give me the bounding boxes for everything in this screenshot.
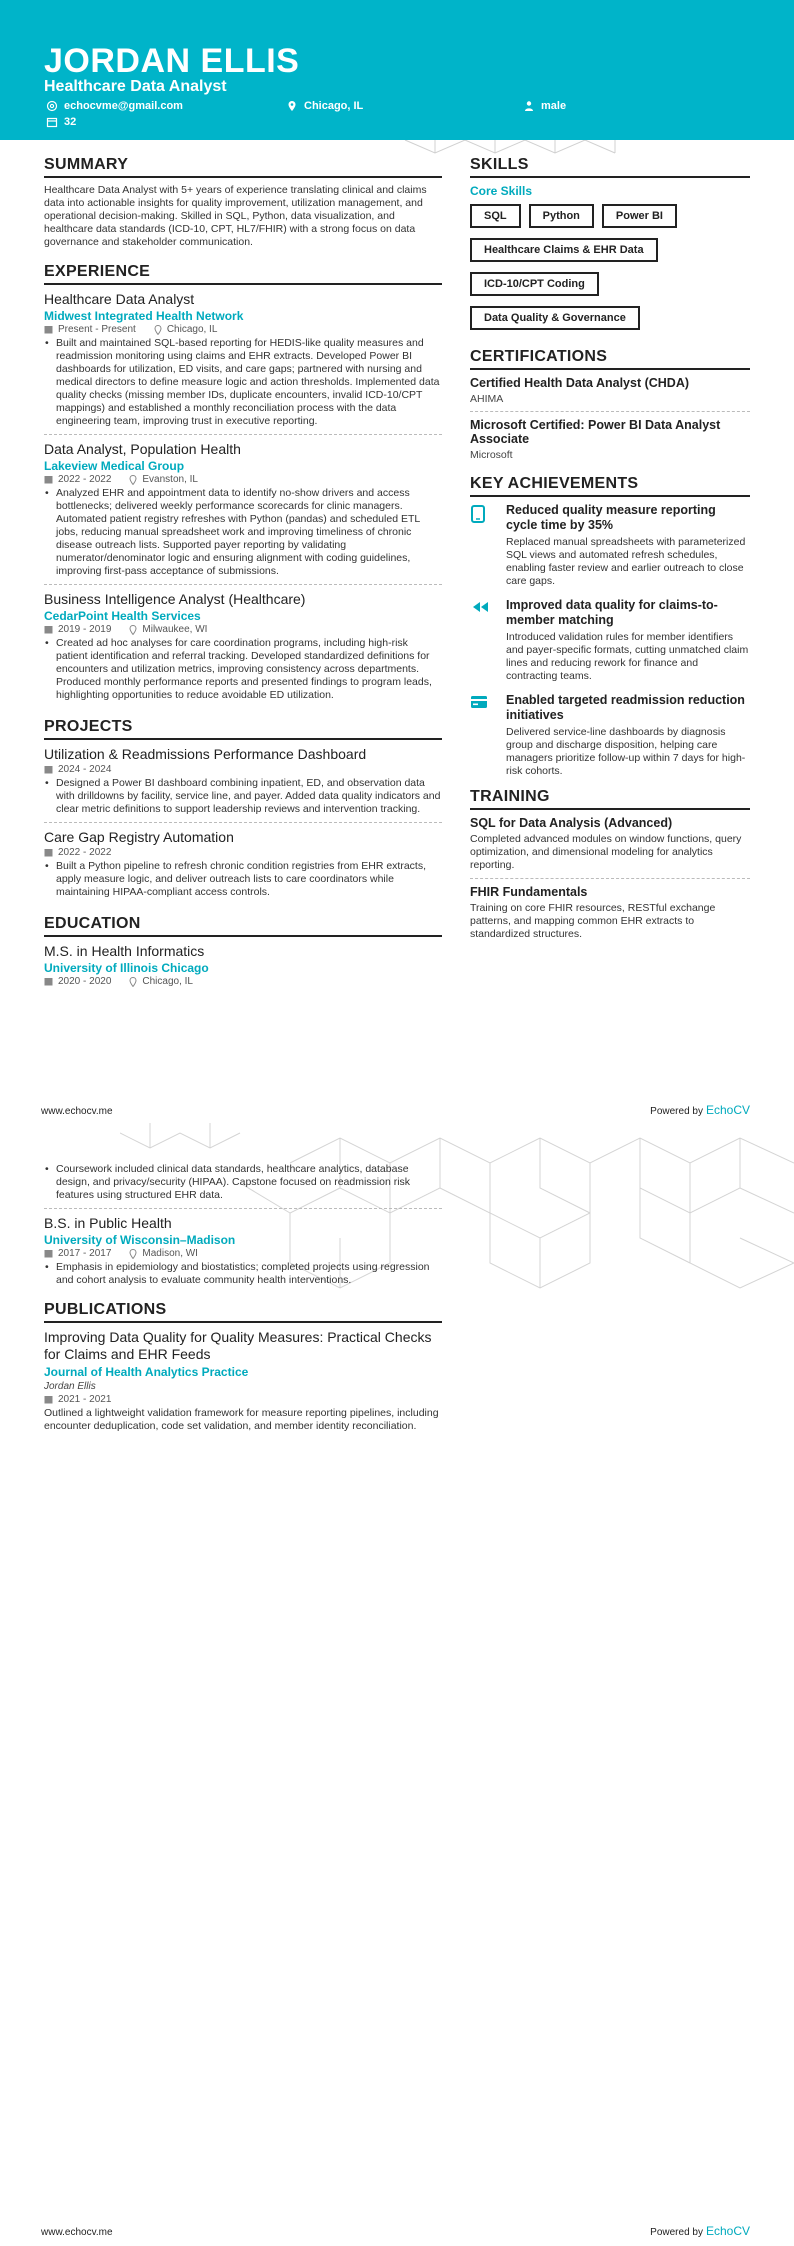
school-name: University of Illinois Chicago: [44, 961, 209, 975]
experience-entry: [44, 291, 442, 435]
project-name: Care Gap Registry Automation: [44, 829, 234, 845]
achievement-entry: [470, 503, 750, 588]
employer-name: Midwest Integrated Health Network: [44, 309, 244, 323]
calendar-icon: [44, 1395, 53, 1404]
date-range: 2017 - 2017: [58, 1248, 112, 1259]
publications-heading: PUBLICATIONS: [44, 1301, 442, 1323]
entry-bullet: • Created ad hoc analyses for care coordination programs, including high-risk patient identification and referral tracking. Developed standardized definitions for encounters and utilization metrics, improving consistency across departments. Produced monthly performance reports and presented findings to program leads, highlighting opportunities to reduce avoidable ED utilization.: [44, 637, 442, 702]
training-name: FHIR Fundamentals: [470, 885, 588, 899]
degree-name: B.S. in Public Health: [44, 1215, 172, 1231]
left-column: [44, 156, 442, 989]
date-range: 2024 - 2024: [58, 764, 112, 775]
experience-heading: EXPERIENCE: [44, 263, 442, 285]
skill-chip: SQL: [470, 204, 521, 228]
skills-subheading: Core Skills: [470, 184, 533, 198]
entry-meta: [44, 324, 442, 335]
at-icon: [46, 100, 58, 112]
employer-name: CedarPoint Health Services: [44, 609, 201, 623]
entry-bullet: • Coursework included clinical data standards, healthcare analytics, database design, and privacy/security (HIPAA). Capstone focused on readmission risk features using structured EHR data.: [44, 1163, 442, 1202]
achievement-title: Improved data quality for claims-to-member matching: [506, 598, 718, 627]
training-entry: [470, 816, 750, 879]
entry-bullet: • Built a Python pipeline to refresh chronic condition registries from EHR extracts, apply measure logic, and deliver outreach lists to care coordinators while maintaining HIPAA-compliant access controls.: [44, 860, 442, 899]
achievements-heading: KEY ACHIEVEMENTS: [470, 475, 750, 497]
education-entry: [44, 1215, 442, 1293]
footer-website[interactable]: www.echocv.me: [41, 1106, 113, 1117]
calendar-icon: [44, 325, 53, 334]
date-range: 2022 - 2022: [58, 474, 112, 485]
employer-name: Lakeview Medical Group: [44, 459, 185, 473]
achievement-entry: [470, 693, 750, 778]
projects-section: [44, 718, 442, 905]
skill-chip: Power BI: [602, 204, 677, 228]
entry-location: Chicago, IL: [166, 324, 218, 335]
candidate-title: Healthcare Data Analyst: [44, 78, 227, 95]
calendar-icon: [44, 977, 53, 986]
powered-by-text: Powered by: [650, 1106, 703, 1117]
brand-logo: EchoCV: [705, 1103, 750, 1117]
tablet-icon: [470, 505, 486, 523]
entry-meta: [44, 764, 442, 775]
experience-entry: [44, 441, 442, 585]
skills-section: [470, 156, 750, 340]
skill-chip: Python: [529, 204, 594, 228]
map-pin-icon: [154, 325, 162, 335]
map-pin-icon: [129, 475, 137, 485]
projects-heading: PROJECTS: [44, 718, 442, 740]
achievement-entry: [470, 598, 750, 683]
contact-age: [46, 116, 76, 128]
job-title: Business Intelligence Analyst (Healthcare): [44, 591, 306, 607]
map-pin-icon: [129, 625, 137, 635]
certification-name: Microsoft Certified: Power BI Data Analyst Associate: [470, 418, 721, 446]
achievement-description: Delivered service-line dashboards by diagnosis group and discharge disposition, helping care managers prioritize follow-up within 7 days for high-risk cohorts.: [506, 726, 746, 777]
entry-meta: [44, 624, 442, 635]
email-text: echocvme@gmail.com: [64, 100, 183, 112]
entry-meta: [44, 1394, 442, 1405]
footer-website[interactable]: www.echocv.me: [41, 2227, 113, 2238]
entry-location: Madison, WI: [142, 1248, 198, 1259]
calendar-icon: [44, 625, 53, 634]
map-pin-icon: [129, 1249, 137, 1259]
summary-text: Healthcare Data Analyst with 5+ years of experience translating clinical and claims data into actionable insights for quality improvement, utilization management, and operational decision-making. Skilled in SQL, Python, data visualization, and healthcare data standards (ICD-10, CPT, HL7/FHIR) with a strong focus on data governance and stakeholder communication.: [44, 184, 427, 248]
skill-chip: ICD-10/CPT Coding: [470, 272, 599, 296]
experience-section: [44, 263, 442, 708]
certifications-section: [470, 348, 750, 467]
contact-gender: [523, 100, 566, 112]
page-footer: [41, 2224, 750, 2238]
contact-location: [286, 100, 363, 112]
date-range: 2019 - 2019: [58, 624, 112, 635]
training-section: [470, 788, 750, 947]
skill-chip: Data Quality & Governance: [470, 306, 640, 330]
gender-text: male: [541, 100, 567, 112]
job-title: Data Analyst, Population Health: [44, 441, 241, 457]
summary-heading: SUMMARY: [44, 156, 442, 178]
school-name: University of Wisconsin–Madison: [44, 1233, 236, 1247]
date-range: 2021 - 2021: [58, 1394, 112, 1405]
date-range: 2022 - 2022: [58, 847, 112, 858]
summary-section: [44, 156, 442, 249]
education-section: [44, 915, 442, 987]
project-entry: [44, 746, 442, 823]
education-entry: [44, 943, 442, 987]
training-entry: [470, 885, 750, 947]
publication-entry: [44, 1329, 442, 1433]
achievement-description: Introduced validation rules for member identifiers and payer-specific formats, cutting unmatched claim lines and reducing rework for finance and contracting teams.: [506, 631, 749, 682]
entry-location: Chicago, IL: [142, 976, 193, 987]
entry-meta: [44, 976, 442, 987]
brand-logo: EchoCV: [705, 2224, 750, 2238]
resume-header: [0, 0, 794, 140]
publication-journal: Journal of Health Analytics Practice: [44, 1365, 249, 1379]
achievements-section: [470, 475, 750, 778]
powered-by-text: Powered by: [650, 2227, 703, 2238]
date-range: 2020 - 2020: [58, 976, 112, 987]
publication-description: Outlined a lightweight validation framework for measure reporting pipelines, including encounter deduplication, code set validation, and member identity reconciliation.: [44, 1407, 439, 1432]
left-column: [44, 1163, 442, 1433]
publication-authors: Jordan Ellis: [44, 1381, 96, 1392]
rewind-icon: [470, 600, 490, 614]
entry-meta: [44, 847, 442, 858]
skill-chip: Healthcare Claims & EHR Data: [470, 238, 658, 262]
training-description: Training on core FHIR resources, RESTful exchange patterns, and mapping common EHR extracts to standardized structures.: [470, 902, 716, 940]
entry-bullet: • Emphasis in epidemiology and biostatistics; completed projects using regression and cohort analysis to evaluate community health interventions.: [44, 1261, 442, 1287]
calendar-icon: [44, 1249, 53, 1258]
job-title: Healthcare Data Analyst: [44, 291, 195, 307]
certification-name: Certified Health Data Analyst (CHDA): [470, 376, 690, 390]
entry-location: Milwaukee, WI: [142, 624, 208, 635]
contact-email[interactable]: [46, 100, 183, 112]
right-column: [470, 156, 750, 953]
entry-bullet: • Designed a Power BI dashboard combining inpatient, ED, and observation data with drilldowns by facility, service line, and payer. Added data quality indicators and clear metric definitions to support leadership reviews and intervention tracking.: [44, 777, 442, 816]
skills-heading: SKILLS: [470, 156, 750, 178]
date-range: Present - Present: [58, 324, 136, 335]
certification-issuer: Microsoft: [470, 449, 513, 461]
calendar-icon: [46, 116, 58, 128]
training-heading: TRAINING: [470, 788, 750, 810]
calendar-icon: [44, 765, 53, 774]
resume-page-2: [0, 1123, 794, 2246]
achievement-description: Replaced manual spreadsheets with parameterized SQL views and automated refresh schedules, enabling faster review and earlier outreach to close care gaps.: [506, 536, 746, 587]
map-pin-icon: [286, 100, 298, 112]
project-entry: [44, 829, 442, 905]
entry-bullet: • Built and maintained SQL-based reporting for HEDIS-like quality measures and readmission monitoring using claims and EHR extracts. Developed Power BI dashboards for utilization, ED visits, and care gaps; partnered with nursing and medical directors to define measure logic and action thresholds. Implemented data quality checks (missing member IDs, duplicate encounters, invalid ICD-10/CPT mappings) and established a monthly reconciliation process with the data engineering team, improving trust in executive reporting.: [44, 337, 442, 428]
entry-bullet: • Analyzed EHR and appointment data to identify no-show drivers and access bottlenecks; delivered weekly performance scorecards for clinic managers. Automated patient registry refreshes with Python (pandas) and scheduled ETL jobs, reducing manual spreadsheet work and improving timeliness of chronic disease outreach lists. Supported payer reporting by validating numerator/denominator logic and ensuring alignment with coding guidelines, improving first-pass acceptance of submissions.: [44, 487, 442, 578]
certifications-heading: CERTIFICATIONS: [470, 348, 750, 370]
experience-entry: [44, 591, 442, 708]
footer-powered: [650, 1103, 750, 1117]
certification-issuer: AHIMA: [470, 393, 504, 405]
publication-title: Improving Data Quality for Quality Measures: Practical Checks for Claims and EHR Feeds: [44, 1329, 432, 1362]
training-name: SQL for Data Analysis (Advanced): [470, 816, 673, 830]
card-icon: [470, 695, 488, 709]
map-pin-icon: [129, 977, 137, 987]
project-name: Utilization & Readmissions Performance Dashboard: [44, 746, 367, 762]
entry-meta: [44, 474, 442, 485]
achievement-title: Enabled targeted readmission reduction initiatives: [506, 693, 745, 722]
footer-powered: [650, 2224, 750, 2238]
age-text: 32: [64, 116, 77, 128]
calendar-icon: [44, 475, 53, 484]
entry-location: Evanston, IL: [142, 474, 198, 485]
person-icon: [523, 100, 535, 112]
skills-list: [470, 204, 750, 340]
education-heading: EDUCATION: [44, 915, 442, 937]
publications-section: [44, 1301, 442, 1433]
education-entry: [44, 1163, 442, 1209]
calendar-icon: [44, 848, 53, 857]
location-text: Chicago, IL: [304, 100, 364, 112]
degree-name: M.S. in Health Informatics: [44, 943, 205, 959]
page-footer: [41, 1103, 750, 1117]
certification-entry: [470, 376, 750, 412]
training-description: Completed advanced modules on window functions, query optimization, and dimensional modeling for analytics reporting.: [470, 833, 742, 871]
entry-meta: [44, 1248, 442, 1259]
certification-entry: [470, 418, 750, 467]
achievement-title: Reduced quality measure reporting cycle time by 35%: [506, 503, 716, 532]
candidate-name: JORDAN ELLIS: [44, 42, 300, 80]
